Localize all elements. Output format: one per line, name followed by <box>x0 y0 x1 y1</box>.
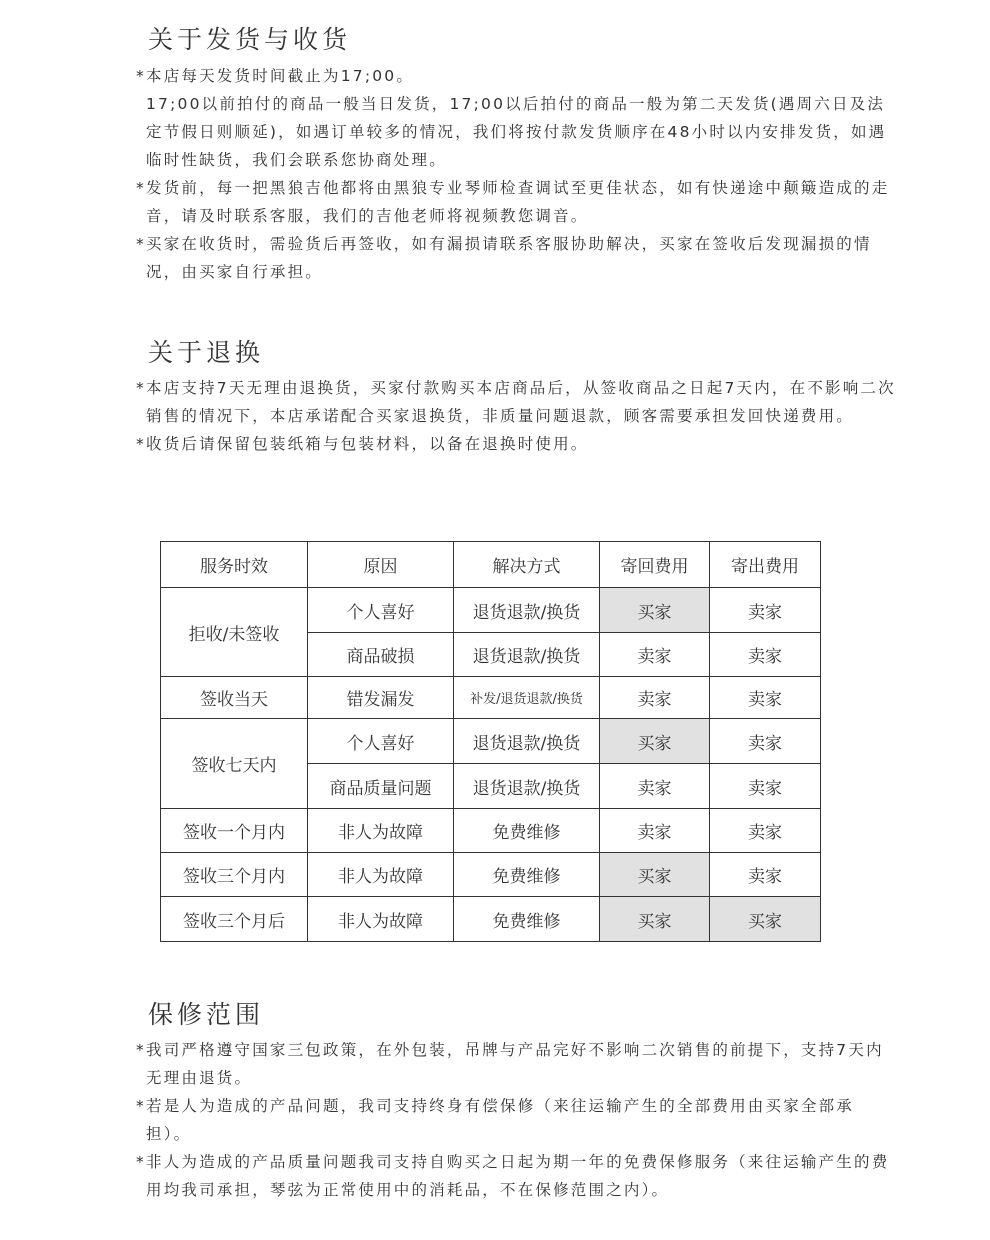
list-item: * 非人为造成的产品质量问题我司支持自购买之日起为期一年的免费保修服务（来往运输产生的费用均我司承担，琴弦为正常使用中的消耗品，不在保修范围之内）。 <box>136 1153 890 1199</box>
period-cell: 签收三个月内 <box>161 853 308 897</box>
list-item: * 买家在收货时，需验货后再签收，如有漏损请联系客服协助解决，买家在签收后发现漏损的情况，由买家自行承担。 <box>136 235 872 281</box>
send-fee-cell: 卖家 <box>710 764 821 809</box>
reason-cell: 错发漏发 <box>308 677 454 719</box>
reason-cell: 商品质量问题 <box>308 764 454 809</box>
send-fee-cell: 买家 <box>710 897 821 942</box>
return-fee-cell: 买家 <box>600 588 710 633</box>
period-cell: 签收七天内 <box>161 719 308 809</box>
send-fee-cell: 卖家 <box>710 677 821 719</box>
table-header-row <box>161 542 821 588</box>
reason-cell: 个人喜好 <box>308 588 454 633</box>
send-fee-cell: 卖家 <box>710 633 821 677</box>
list-item: * 若是人为造成的产品问题，我司支持终身有偿保修（来往运输产生的全部费用由买家全部承担）。 <box>136 1097 855 1143</box>
header-cell: 寄出费用 <box>710 542 821 588</box>
solution-cell: 免费维修 <box>454 897 600 942</box>
list-item: * 本店每天发货时间截止为17;00。 17;00以前拍付的商品一般当日发货，17;00以后拍付的商品一般为第二天发货(遇周六日及法定节假日则顺延)，如遇订单较多的情况，我们将按付款发货顺序在48小时以内安排发货，如遇临时性缺货，我们会联系您协商处理。 <box>136 67 887 169</box>
table-row <box>161 719 821 764</box>
header-cell: 服务时效 <box>161 542 308 588</box>
returns-title: 关于退换 <box>148 338 265 367</box>
list-item: * 我司严格遵守国家三包政策，在外包装，吊牌与产品完好不影响二次销售的前提下，支持7天内无理由退货。 <box>136 1041 884 1087</box>
period-cell: 签收当天 <box>161 677 308 719</box>
return-fee-cell: 卖家 <box>600 764 710 809</box>
return-fee-cell: 卖家 <box>600 809 710 853</box>
solution-cell: 退货退款/换货 <box>454 633 600 677</box>
solution-cell: 退货退款/换货 <box>454 588 600 633</box>
return-fee-cell: 买家 <box>600 853 710 897</box>
reason-cell: 个人喜好 <box>308 719 454 764</box>
reason-cell: 非人为故障 <box>308 853 454 897</box>
solution-cell: 退货退款/换货 <box>454 719 600 764</box>
table-row <box>161 809 821 853</box>
header-cell: 寄回费用 <box>600 542 710 588</box>
send-fee-cell: 卖家 <box>710 809 821 853</box>
return-fee-cell: 买家 <box>600 897 710 942</box>
solution-cell: 退货退款/换货 <box>454 764 600 809</box>
table-row <box>161 853 821 897</box>
period-cell: 拒收/未签收 <box>161 588 308 677</box>
shipping-title: 关于发货与收货 <box>148 25 352 54</box>
list-item: * 收货后请保留包装纸箱与包装材料，以备在退换时使用。 <box>136 435 589 453</box>
reason-cell: 非人为故障 <box>308 809 454 853</box>
solution-cell: 补发/退货退款/换货 <box>454 677 600 719</box>
table-row <box>161 677 821 719</box>
reason-cell: 商品破损 <box>308 633 454 677</box>
solution-cell: 免费维修 <box>454 853 600 897</box>
send-fee-cell: 卖家 <box>710 719 821 764</box>
send-fee-cell: 卖家 <box>710 853 821 897</box>
returns-list <box>136 374 896 458</box>
table-row <box>161 588 821 633</box>
table-row <box>161 897 821 942</box>
warranty-title: 保修范围 <box>148 1000 265 1029</box>
solution-cell: 免费维修 <box>454 809 600 853</box>
table-body <box>161 588 821 942</box>
header-cell: 解决方式 <box>454 542 600 588</box>
warranty-list <box>136 1036 896 1204</box>
service-table <box>160 541 821 942</box>
reason-cell: 非人为故障 <box>308 897 454 942</box>
period-cell: 签收一个月内 <box>161 809 308 853</box>
list-item: * 本店支持7天无理由退换货，买家付款购买本店商品后，从签收商品之日起7天内，在不影响二次销售的情况下，本店承诺配合买家退换货，非质量问题退款，顾客需要承担发回快递费用。 <box>136 379 896 425</box>
return-fee-cell: 卖家 <box>600 633 710 677</box>
return-fee-cell: 卖家 <box>600 677 710 719</box>
list-item: * 发货前，每一把黑狼吉他都将由黑狼专业琴师检查调试至更佳状态，如有快递途中颠簸造成的走音，请及时联系客服，我们的吉他老师将视频教您调音。 <box>136 179 890 225</box>
shipping-list <box>136 62 896 286</box>
send-fee-cell: 卖家 <box>710 588 821 633</box>
header-cell: 原因 <box>308 542 454 588</box>
period-cell: 签收三个月后 <box>161 897 308 942</box>
return-fee-cell: 买家 <box>600 719 710 764</box>
